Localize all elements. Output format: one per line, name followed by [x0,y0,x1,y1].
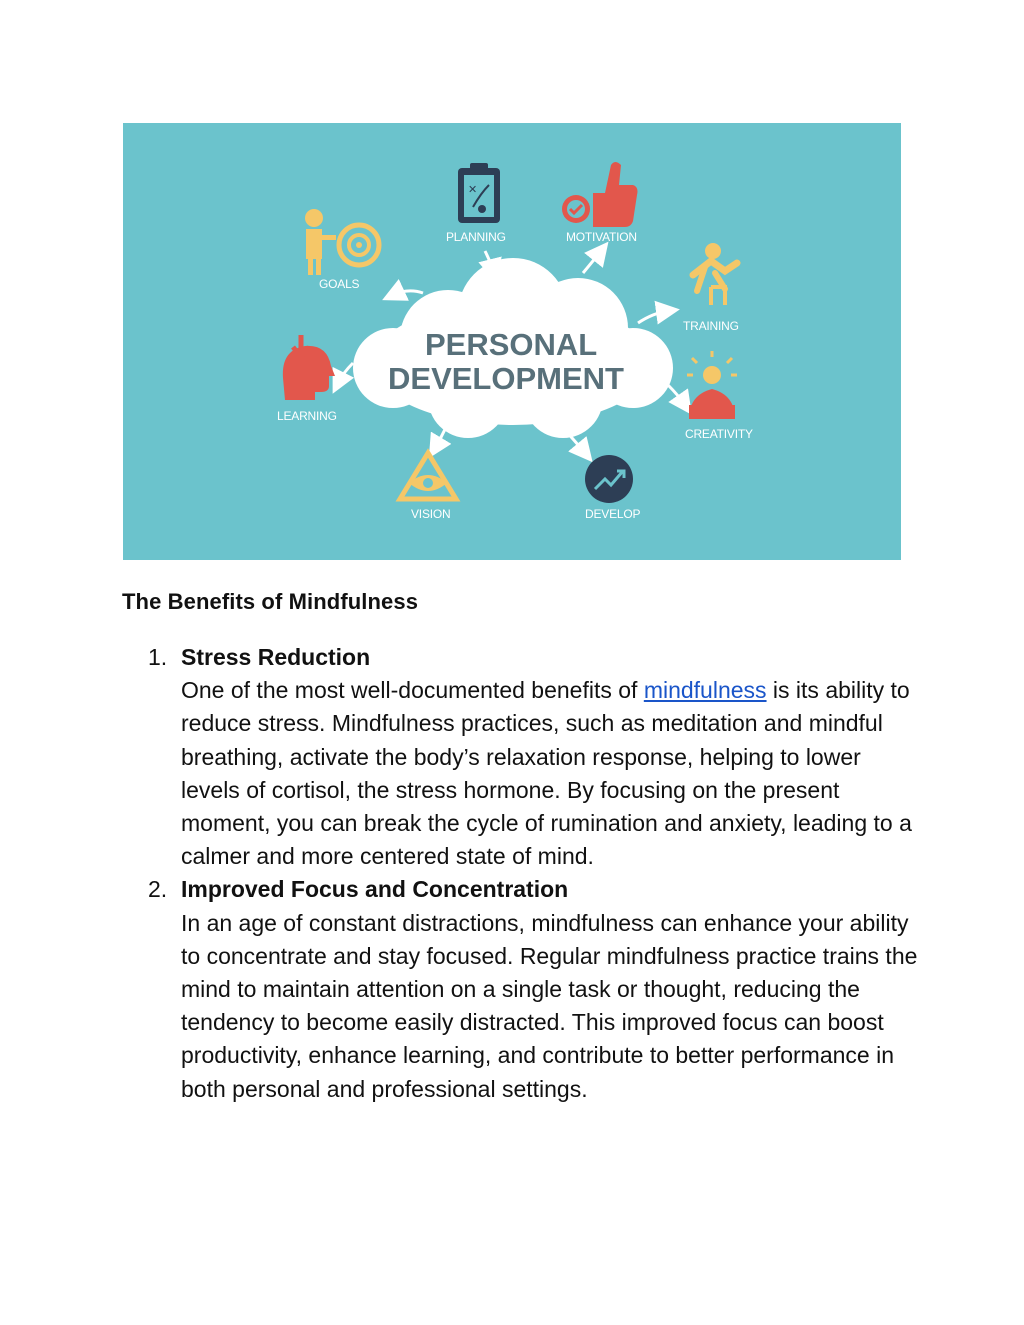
label-develop: DEVELOP [585,507,641,521]
item-title: Improved Focus and Concentration [181,876,569,903]
section-heading: The Benefits of Mindfulness [122,589,419,614]
item-body: In an age of constant distractions, mindfulness can enhance your ability to concentrate and stay focused. Regular mindfulness practice trains the mind to maintain attention on a single task or thought, reducing the tendency to become easily distracted. This improved focus can boost productivity, enhance learning, and contribute to better performance in both personal and professional settings. [181,909,918,1102]
creative-person-icon [687,351,737,419]
list-item [148,641,921,873]
arrow-motivation [583,251,601,273]
arrow-creativity [668,385,685,405]
head-arrow-icon [283,335,335,400]
body-text: is its ability to reduce stress. Mindfulness practices, such as meditation and mindful breathing, activate the body’s relaxation response, helping to lower levels of cortisol, the stress hormone. By focusing on the present moment, you can break the cycle of rumination and anxiety, leading to a calmer and more centered state of mind. [181,677,912,870]
hurdle-runner-icon [693,243,737,305]
body-text: One of the most well-documented benefits of [181,677,644,704]
label-vision: VISION [411,507,451,521]
thumbs-up-icon [562,162,638,227]
arrow-goals [393,291,423,295]
item-body [181,674,921,873]
target-icon [305,209,379,275]
label-planning: PLANNING [446,230,506,244]
svg-text:✕: ✕ [468,183,478,196]
label-goals: GOALS [319,277,360,291]
clipboard-icon [458,163,500,223]
growth-chart-icon [585,455,633,503]
label-training: TRAINING [683,319,739,333]
list-item [148,873,921,1105]
item-title: Stress Reduction [181,644,371,670]
list-number: 2. [148,876,168,903]
arrow-learning [338,363,353,383]
list-number: 1. [148,644,168,670]
personal-development-image [123,123,901,560]
label-creativity: CREATIVITY [685,427,753,441]
arrow-training [638,311,668,323]
personal-development-illustration [123,123,901,560]
benefits-list [148,641,921,1106]
cloud-title-line2: DEVELOPMENT [388,361,624,396]
label-motivation: MOTIVATION [566,230,637,244]
mindfulness-link[interactable]: mindfulness [643,677,767,704]
label-learning: LEARNING [277,409,337,423]
eye-triangle-icon [400,453,456,499]
cloud-title-line1: PERSONAL [425,327,598,362]
